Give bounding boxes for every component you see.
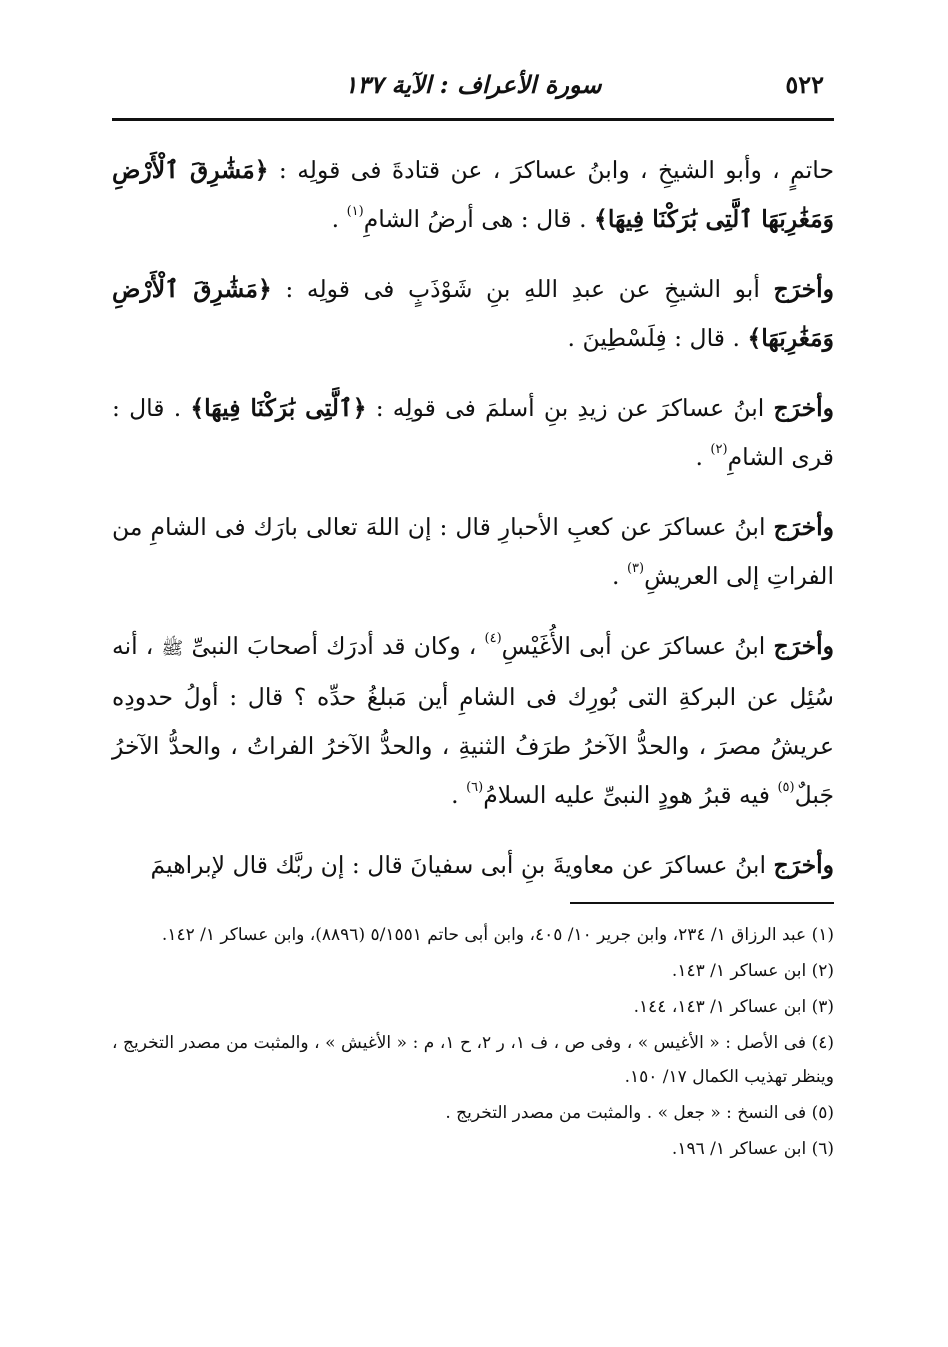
text-segment: . bbox=[331, 205, 347, 233]
quran-close-bracket: ﴾ bbox=[594, 205, 608, 233]
quran-quote: مَشَٰرِقَ ٱلْأَرْضِ وَمَغَٰرِبَهَا bbox=[112, 275, 834, 352]
footnote-6: (٦) ابن عساكر ١/ ١٩٦. bbox=[671, 1139, 834, 1159]
text-segment: . قال : فِلَسْطِينَ . bbox=[567, 324, 748, 352]
text-segment: . bbox=[695, 443, 711, 471]
paragraph-2 bbox=[112, 265, 834, 363]
text-segment: ابنُ عساكرَ عن كعبِ الأحبارِ قال : إن اللهَ تعالى بارَك فى الشامِ من الفراتِ إلى العريشِ bbox=[112, 513, 834, 590]
footnote-ref[interactable]: (٢) bbox=[710, 442, 728, 457]
quran-open-bracket: ﴿ bbox=[254, 156, 269, 184]
paragraph-lead: وأخرَج bbox=[773, 632, 834, 660]
footnote-ref[interactable]: (٣) bbox=[626, 561, 645, 576]
paragraph-4 bbox=[112, 503, 834, 601]
paragraph-6 bbox=[112, 841, 834, 890]
text-segment: حاتمٍ ، وأبو الشيخِ ، وابنُ عساكرَ ، عن قتادةَ فى قولِه : bbox=[268, 156, 834, 184]
page-header bbox=[112, 64, 834, 112]
footnote-1: (١) عبد الرزاق ١/ ٢٣٤، وابن جرير ١٠/ ٤٠٥، وابن أبى حاتم ٥/١٥٥١ (٨٨٩٦)، وابن عساكر ١/ ١٤٢. bbox=[161, 925, 834, 945]
text-segment: . قال : قرى الشامِ bbox=[112, 394, 834, 471]
paragraph-lead: وأخرَج bbox=[773, 851, 834, 879]
running-title: سورة الأعراف : الآية ١٣٧ bbox=[344, 70, 602, 99]
text-segment: . قال : هى أرضُ الشامِ bbox=[363, 205, 595, 233]
footnotes bbox=[112, 918, 834, 1168]
quran-close-bracket: ﴾ bbox=[190, 394, 205, 422]
paragraph-lead: وأخرَج bbox=[773, 394, 835, 422]
quran-quote: مَشَٰرِقَ ٱلْأَرْضِ وَمَغَٰرِبَهَا ٱلَّتِى بَٰرَكْنَا فِيهَا bbox=[112, 156, 834, 233]
salawat-honorific: ﷺ bbox=[161, 638, 184, 659]
footnote-separator bbox=[570, 902, 834, 904]
quran-open-bracket: ﴿ bbox=[257, 275, 272, 303]
text-segment: ابنُ عساكرَ عن أبى الأُغَيْسِ bbox=[501, 632, 774, 660]
text-segment: ابنُ عساكرَ عن معاويةَ بنِ أبى سفيانَ قال : إن ربَّك قال لإبراهيمَ bbox=[150, 851, 774, 879]
page-number: ٥٢٢ bbox=[785, 70, 824, 99]
text-segment: ابنُ عساكرَ عن زيدِ بنِ أسلمَ فى قولِه : bbox=[366, 394, 774, 422]
footnote-ref[interactable]: (٦) bbox=[466, 780, 484, 795]
footnote-4: (٤) فى الأصل : « الأغيس » ، وفى ص ، ف ١، ر ٢، ح ١، م : « الأغيش » ، والمثبت من مصدر التخريج ، وينظر تهذيب الكمال ١٧/ ١٥٠. bbox=[112, 1033, 834, 1087]
quran-close-bracket: ﴾ bbox=[747, 324, 762, 352]
quran-quote: ٱلَّتِى بَٰرَكْنَا فِيهَا bbox=[204, 394, 353, 422]
header-rule bbox=[112, 118, 834, 121]
footnote-ref[interactable]: (٤) bbox=[484, 631, 502, 646]
footnote-2: (٢) ابن عساكر ١/ ١٤٣. bbox=[671, 961, 834, 981]
text-segment: فيه قبرُ هودٍ النبىِّ عليه السلامُ bbox=[483, 781, 778, 809]
main-text bbox=[112, 146, 834, 911]
footnote-3: (٣) ابن عساكر ١/ ١٤٣، ١٤٤. bbox=[633, 997, 834, 1017]
paragraph-lead: وأخرَج bbox=[773, 513, 834, 541]
footnote-ref[interactable]: (١) bbox=[346, 204, 364, 219]
paragraph-3 bbox=[112, 384, 834, 482]
text-segment: . bbox=[612, 562, 627, 590]
paragraph-5 bbox=[112, 622, 834, 820]
footnote-5: (٥) فى النسخ : « جعل » . والمثبت من مصدر التخريج . bbox=[445, 1103, 834, 1123]
paragraph-lead: وأخرَج bbox=[773, 275, 834, 303]
text-segment: ، وكان قد أدرَك أصحابَ النبىِّ bbox=[183, 632, 485, 660]
text-segment: . bbox=[451, 781, 467, 809]
text-segment: أبو الشيخِ عن عبدِ اللهِ بنِ شَوْذَبٍ فى قولِه : bbox=[271, 275, 774, 303]
text-segment: ، أنه سُئِل عن البركةِ التى بُورِك فى الشامِ أين مَبلغُ حدِّه ؟ قال : أولُ حدودِه عريشُ مصرَ ، والحدُّ الآخرُ طرَفُ الثنيةِ ، والحدُّ الآخرُ الفراتُ ، والحدُّ الآخرُ جَبلٌ bbox=[112, 632, 834, 809]
paragraph-1 bbox=[112, 146, 834, 244]
quran-open-bracket: ﴿ bbox=[352, 394, 367, 422]
footnote-ref[interactable]: (٥) bbox=[777, 780, 795, 795]
